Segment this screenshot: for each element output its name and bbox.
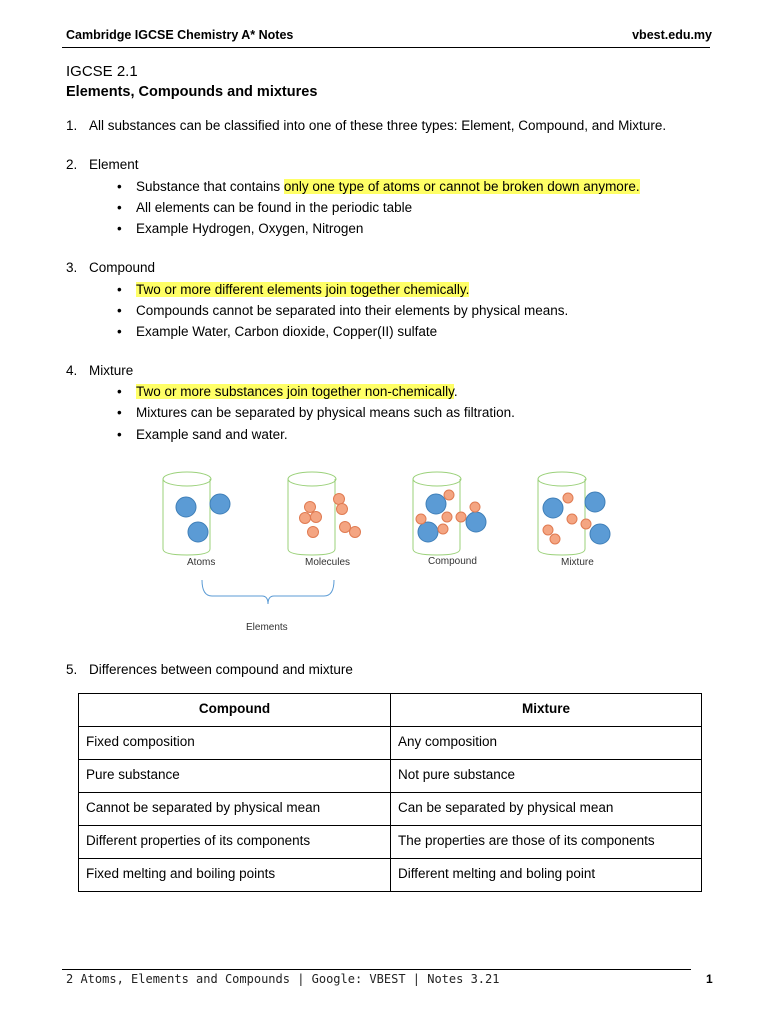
molecule-particle [334,494,345,505]
mixture-large [585,492,605,512]
bullet: • [117,405,122,420]
molecule-particle [337,504,348,515]
item3-label: Compound [89,260,156,275]
comparison-table [78,693,702,892]
highlight-text: only one type of atoms or cannot be broken down anymore. [283,179,640,194]
figure-label-mixture: Mixture [561,557,594,568]
table-cell: Cannot be separated by physical mean [79,793,391,826]
item5-text: Differences between compound and mixture [89,662,353,677]
bullet: • [117,303,122,318]
beaker-molecules [288,472,361,555]
footer-text: 2 Atoms, Elements and Compounds | Google: VBEST | Notes 3.21 [66,972,500,986]
compound-large [426,494,446,514]
item1-text: All substances can be classified into one of these three types: Element, Compound, and Mixture. [89,118,667,133]
bullet: • [117,179,122,194]
bullet: • [117,200,122,215]
footer-rule [62,969,691,970]
table-row [79,859,702,892]
item-number: 4. [66,363,78,378]
highlight-text: Two or more different elements join together chemically. [136,282,470,297]
bullet: • [117,324,122,339]
mixture-large [543,498,563,518]
beaker-atoms [163,472,230,555]
item-number: 2. [66,157,78,172]
particles-figure [150,462,630,642]
compound-small [470,502,480,512]
compound-small [416,514,426,524]
mixture-small [563,493,573,503]
table-row [79,760,702,793]
table-cell: Any composition [391,727,702,760]
header-site: vbest.edu.my [632,28,712,42]
beaker-compound [413,472,486,555]
compound-small [438,524,448,534]
page-number: 1 [706,972,713,986]
mixture-small [567,514,577,524]
table-cell: Pure substance [79,760,391,793]
item3-bullet-2: Compounds cannot be separated into their elements by physical means. [136,303,569,318]
figure-label-elements: Elements [246,622,288,633]
atom-particle [188,522,208,542]
bullet: • [117,221,122,236]
table-header-cell: Compound [79,694,391,727]
table-cell: Different properties of its components [79,826,391,859]
mixture-small [543,525,553,535]
molecule-particle [300,513,311,524]
compound-small [456,512,466,522]
compound-small [442,512,452,522]
table-row [79,826,702,859]
atom-particle [176,497,196,517]
section-code: IGCSE 2.1 [66,63,138,80]
molecule-particle [340,522,351,533]
item4-bullet-1 [136,384,458,399]
table-header-cell: Mixture [391,694,702,727]
item2-b1-text: Substance that contains [136,179,284,194]
table-header-row [79,694,702,727]
item-number: 1. [66,118,78,133]
item4-bullet-3: Example sand and water. [136,427,288,442]
item-number: 3. [66,260,78,275]
elements-brace [202,580,334,604]
figure-label-atoms: Atoms [187,557,216,568]
item2-bullet-3: Example Hydrogen, Oxygen, Nitrogen [136,221,364,236]
figure-label-molecules: Molecules [305,557,351,568]
bullet: • [117,427,122,442]
table-cell: Fixed melting and boiling points [79,859,391,892]
item-number: 5. [66,662,78,677]
item2-bullet-2: All elements can be found in the periodic table [136,200,413,215]
figure-label-compound: Compound [428,556,477,567]
mixture-small [581,519,591,529]
table-cell: Different melting and boling point [391,859,702,892]
table-cell: Fixed composition [79,727,391,760]
item3-bullet-3: Example Water, Carbon dioxide, Copper(II) sulfate [136,324,438,339]
item4-label: Mixture [89,363,134,378]
highlight-text: Two or more substances join together non-chemically [136,384,454,399]
bullet: • [117,384,122,399]
compound-large [466,512,486,532]
item2-bullet-1 [136,179,640,194]
header-rule [62,47,710,48]
section-title: Elements, Compounds and mixtures [66,84,318,100]
item3-bullet-1 [136,282,469,297]
item4-bullet-2: Mixtures can be separated by physical means such as filtration. [136,405,515,420]
beaker-mixture [538,472,610,555]
header-title: Cambridge IGCSE Chemistry A* Notes [66,28,294,42]
compound-small [444,490,454,500]
bullet: • [117,282,122,297]
mixture-small [550,534,560,544]
table-cell: The properties are those of its components [391,826,702,859]
table-cell: Can be separated by physical mean [391,793,702,826]
atom-particle [210,494,230,514]
table-row [79,727,702,760]
compound-large [418,522,438,542]
molecule-particle [311,512,322,523]
table-cell: Not pure substance [391,760,702,793]
molecule-particle [308,527,319,538]
molecule-particle [350,527,361,538]
molecule-particle [305,502,316,513]
item4-b1-post: . [453,384,458,399]
item2-label: Element [89,157,139,172]
table-row [79,793,702,826]
mixture-large [590,524,610,544]
